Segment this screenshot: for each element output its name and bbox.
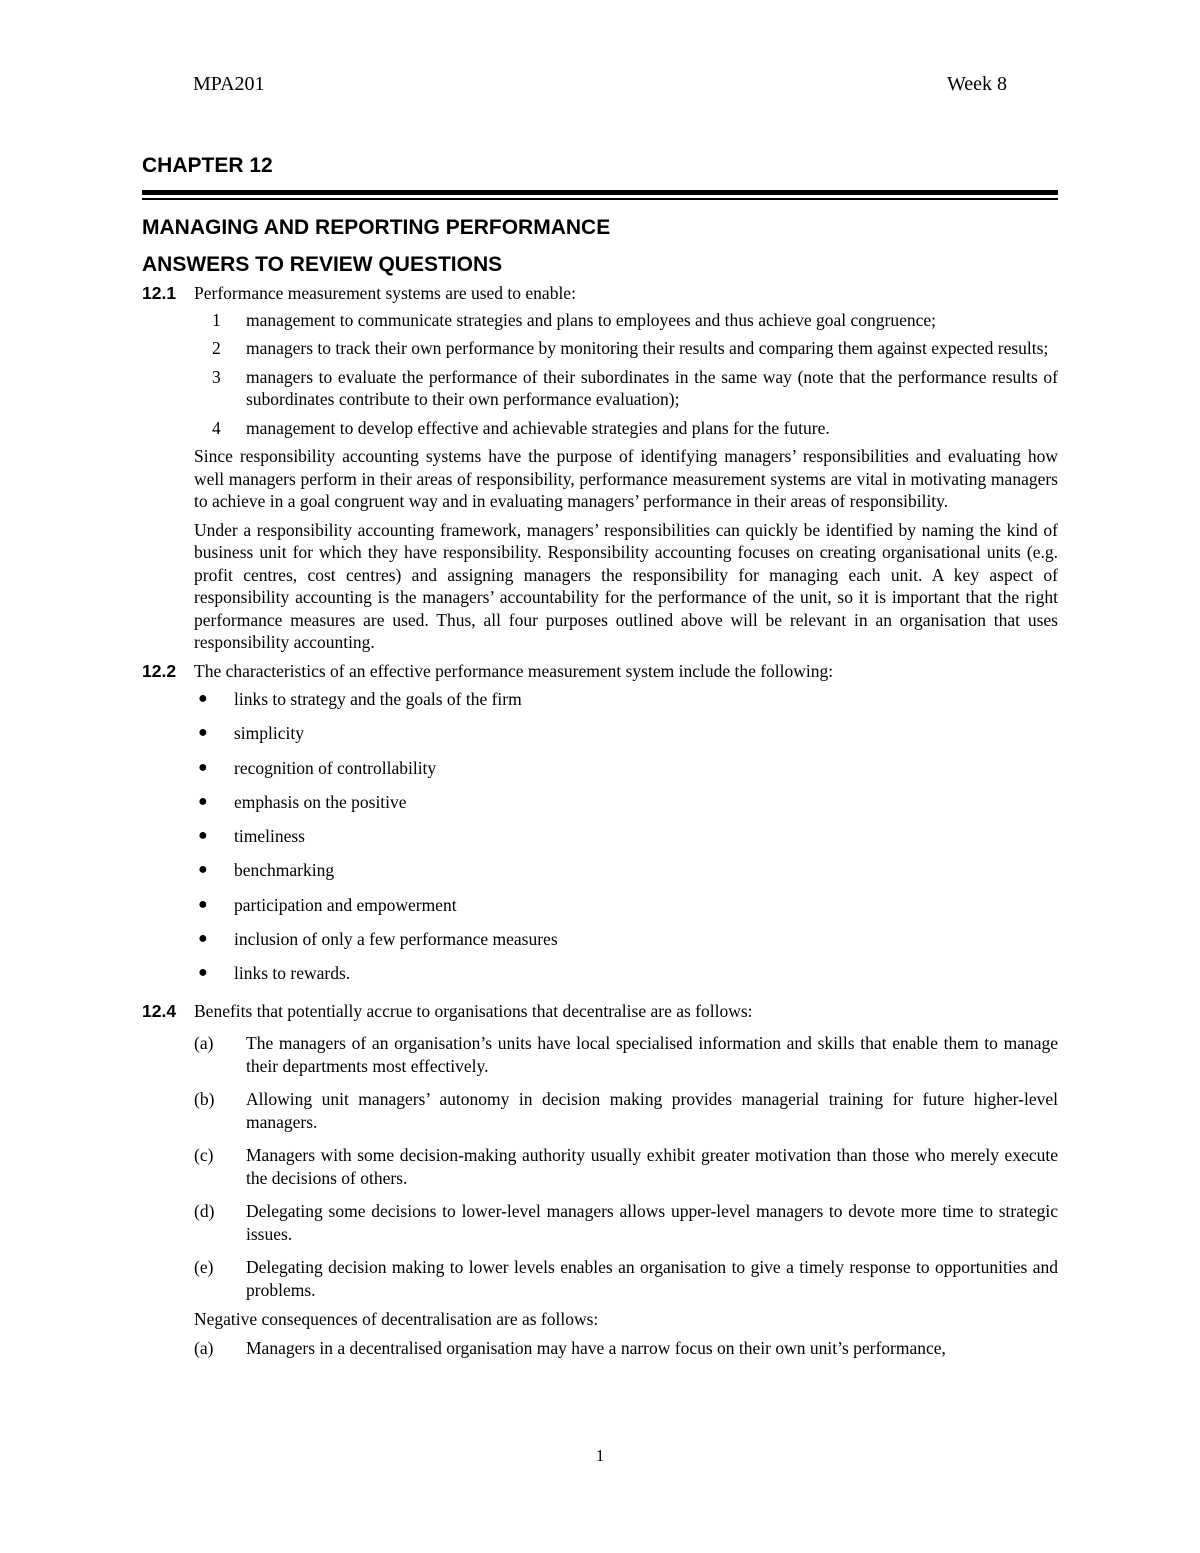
bullet-item	[194, 757, 1058, 791]
bullet-item	[194, 791, 1058, 825]
bullet-text: inclusion of only a few performance measures	[234, 929, 558, 950]
numbered-item-text: managers to track their own performance by monitoring their results and comparing them against expected results;	[246, 338, 1049, 358]
bullet-icon: ●	[198, 930, 208, 948]
bullet-text: timeliness	[234, 826, 305, 847]
benefit-item	[194, 1144, 1058, 1189]
benefit-item-marker: (e)	[194, 1257, 214, 1278]
chapter-label: CHAPTER 12	[142, 154, 273, 177]
bullet-text: simplicity	[234, 723, 304, 744]
chapter-rule-thin	[142, 198, 1058, 200]
negative-item-marker: (a)	[194, 1337, 214, 1358]
bullet-text: emphasis on the positive	[234, 791, 407, 812]
question-intro: Benefits that potentially accrue to organisations that decentralise are as follows:	[194, 1000, 753, 1021]
bullet-text: participation and empowerment	[234, 894, 457, 915]
question-intro: Performance measurement systems are used to enable:	[194, 283, 576, 303]
benefit-item-text: Managers with some decision-making authority usually exhibit greater motivation than those who merely execute the decisions of others.	[246, 1145, 1058, 1188]
week-label: Week 8	[946, 73, 1007, 95]
benefit-item-marker: (b)	[194, 1089, 215, 1110]
numbered-item-marker: 2	[212, 338, 221, 358]
section-heading: ANSWERS TO REVIEW QUESTIONS	[142, 253, 503, 276]
question-12-4	[142, 1000, 1058, 1023]
numbered-item-marker: 4	[212, 417, 221, 438]
running-header	[193, 72, 1007, 96]
question-number: 12.1	[142, 283, 177, 303]
page-content	[142, 152, 1058, 1370]
benefits-list	[194, 1032, 1058, 1301]
chapter-rule-thick	[142, 190, 1058, 195]
numbered-item-text: management to communicate strategies and plans to employees and thus achieve goal congruence;	[246, 309, 937, 330]
numbered-item	[194, 309, 1058, 332]
question-number: 12.4	[142, 1000, 177, 1021]
numbered-item-marker: 3	[212, 366, 221, 387]
paragraph: Under a responsibility accounting framework, managers’ responsibilities can quickly be identified by naming the kind of business unit for which they have responsibility. Responsibility accounting focuses on creating organisational units (e.g. profit centres, cost centres) and assigning managers the responsibility for managing each unit. A key aspect of responsibility accounting is the managers’ accountability for the performance of the unit, so it is important that the right performance measures are used. Thus, all four purposes outlined above will be relevant in an organisation that uses responsibility accounting.	[194, 519, 1058, 652]
question-number: 12.2	[142, 660, 177, 681]
bullet-item	[194, 928, 1058, 962]
negative-item	[194, 1337, 1058, 1360]
benefit-item	[194, 1256, 1058, 1301]
paragraph: Since responsibility accounting systems have the purpose of identifying managers’ responsibilities and evaluating how well managers perform in their areas of responsibility, performance measurement systems are vital in motivating managers to achieve in a goal congruent way and in evaluating managers’ performance in their areas of responsibility.	[194, 446, 1058, 511]
bullet-icon: ●	[198, 792, 208, 810]
bullet-icon: ●	[198, 724, 208, 742]
numbered-item	[194, 337, 1058, 360]
numbered-list	[194, 309, 1058, 440]
benefit-item-marker: (d)	[194, 1201, 215, 1222]
bullet-icon: ●	[198, 827, 208, 845]
bullet-icon: ●	[198, 758, 208, 776]
bullet-text: benchmarking	[234, 860, 335, 881]
benefit-item-marker: (a)	[194, 1033, 214, 1054]
numbered-item-text: management to develop effective and achievable strategies and plans for the future.	[246, 417, 830, 438]
numbered-item	[194, 417, 1058, 440]
benefit-item-text: Delegating some decisions to lower-level managers allows upper-level managers to devote more time to strategic issues.	[246, 1201, 1058, 1244]
benefit-item-text: Delegating decision making to lower levels enables an organisation to give a timely response to opportunities and problems.	[246, 1257, 1058, 1300]
chapter-title: MANAGING AND REPORTING PERFORMANCE	[142, 216, 611, 239]
bullet-item	[194, 894, 1058, 928]
numbered-item-marker: 1	[212, 309, 221, 330]
negatives-list	[194, 1337, 1058, 1360]
benefit-item	[194, 1032, 1058, 1077]
benefit-item-marker: (c)	[194, 1145, 214, 1166]
benefit-item	[194, 1088, 1058, 1133]
bullet-icon: ●	[198, 964, 208, 982]
bullet-text: links to rewards.	[234, 963, 351, 984]
benefit-item	[194, 1200, 1058, 1245]
bullet-list	[194, 688, 1058, 997]
bullet-icon: ●	[198, 690, 208, 707]
benefit-item-text: Allowing unit managers’ autonomy in decision making provides managerial training for future higher-level managers.	[246, 1089, 1058, 1132]
bullet-item	[194, 688, 1058, 722]
course-code: MPA201	[193, 73, 265, 95]
bullet-item	[194, 962, 1058, 996]
question-12-1	[142, 282, 1058, 305]
bullet-icon: ●	[198, 895, 208, 913]
bullet-item	[194, 825, 1058, 859]
numbered-item	[194, 366, 1058, 411]
negatives-intro: Negative consequences of decentralisation are as follows:	[194, 1309, 599, 1330]
numbered-item-text: managers to evaluate the performance of their subordinates in the same way (note that the performance results of subordinates contribute to their own performance evaluation);	[246, 366, 1058, 409]
bullet-text: recognition of controllability	[234, 757, 437, 778]
negative-item-text: Managers in a decentralised organisation may have a narrow focus on their own unit’s performance,	[246, 1337, 946, 1358]
bullet-item	[194, 859, 1058, 893]
bullet-icon: ●	[198, 861, 208, 879]
question-12-2	[142, 660, 1058, 683]
benefit-item-text: The managers of an organisation’s units have local specialised information and skills that enable them to manage their departments most effectively.	[246, 1033, 1058, 1076]
question-intro: The characteristics of an effective performance measurement system include the following:	[194, 660, 834, 681]
page-number: 1	[595, 1446, 605, 1465]
bullet-text: links to strategy and the goals of the firm	[234, 689, 522, 709]
bullet-item	[194, 722, 1058, 756]
